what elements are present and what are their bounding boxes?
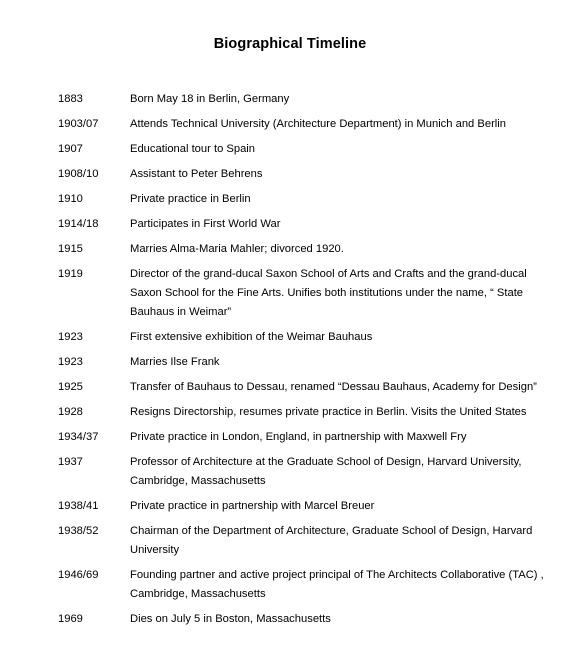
timeline-event: Professor of Architecture at the Graduate School of Design, Harvard University, Cambridge, Massachusetts xyxy=(130,456,522,487)
timeline-event: Assistant to Peter Behrens xyxy=(130,168,263,180)
timeline-year: 1919 xyxy=(58,268,83,280)
timeline-event: Resigns Directorship, resumes private practice in Berlin. Visits the United States xyxy=(130,406,527,418)
timeline-entry xyxy=(58,453,558,491)
timeline-year: 1946/69 xyxy=(58,569,99,581)
timeline-year: 1923 xyxy=(58,356,83,368)
timeline-event: Director of the grand-ducal Saxon School of Arts and Crafts and the grand-ducal Saxon School for the Fine Arts. Unifies both institutions under the name, “ State Bauhaus in Weimar” xyxy=(130,268,527,318)
timeline-list xyxy=(58,90,558,635)
timeline-year: 1925 xyxy=(58,381,83,393)
timeline-event: Attends Technical University (Architecture Department) in Munich and Berlin xyxy=(130,118,506,130)
timeline-year: 1938/52 xyxy=(58,525,99,537)
timeline-year: 1908/10 xyxy=(58,168,99,180)
timeline-year: 1914/18 xyxy=(58,218,99,230)
timeline-entry xyxy=(58,90,558,109)
timeline-entry xyxy=(58,497,558,516)
timeline-year: 1937 xyxy=(58,456,83,468)
timeline-year: 1907 xyxy=(58,143,83,155)
timeline-year: 1938/41 xyxy=(58,500,99,512)
timeline-entry xyxy=(58,428,558,447)
timeline-year: 1923 xyxy=(58,331,83,343)
timeline-event: Marries Ilse Frank xyxy=(130,356,220,368)
timeline-year: 1928 xyxy=(58,406,83,418)
timeline-year: 1883 xyxy=(58,93,83,105)
timeline-event: Participates in First World War xyxy=(130,218,281,230)
timeline-event: Private practice in Berlin xyxy=(130,193,251,205)
timeline-event: Born May 18 in Berlin, Germany xyxy=(130,93,290,105)
timeline-entry xyxy=(58,378,558,397)
timeline-event: Transfer of Bauhaus to Dessau, renamed “Dessau Bauhaus, Academy for Design” xyxy=(130,381,537,393)
timeline-event: First extensive exhibition of the Weimar Bauhaus xyxy=(130,331,373,343)
timeline-entry xyxy=(58,522,558,560)
timeline-year: 1915 xyxy=(58,243,83,255)
timeline-event: Educational tour to Spain xyxy=(130,143,256,155)
timeline-year: 1969 xyxy=(58,613,83,625)
timeline-entry xyxy=(58,610,558,629)
timeline-entry xyxy=(58,328,558,347)
timeline-year: 1934/37 xyxy=(58,431,99,443)
timeline-event: Private practice in partnership with Marcel Breuer xyxy=(130,500,375,512)
timeline-entry xyxy=(58,566,558,604)
timeline-event: Founding partner and active project principal of The Architects Collaborative (TAC) , Cambridge, Massachusetts xyxy=(130,569,544,600)
timeline-year: 1910 xyxy=(58,193,83,205)
page-title: Biographical Timeline xyxy=(213,36,367,52)
timeline-event: Private practice in London, England, in partnership with Maxwell Fry xyxy=(130,431,467,443)
timeline-event: Chairman of the Department of Architecture, Graduate School of Design, Harvard University xyxy=(130,525,533,556)
timeline-event: Marries Alma-Maria Mahler; divorced 1920. xyxy=(130,243,344,255)
timeline-entry xyxy=(58,240,558,259)
timeline-entry xyxy=(58,403,558,422)
timeline-entry xyxy=(58,215,558,234)
timeline-entry xyxy=(58,165,558,184)
timeline-entry xyxy=(58,190,558,209)
timeline-event: Dies on July 5 in Boston, Massachusetts xyxy=(130,613,331,625)
timeline-entry xyxy=(58,265,558,322)
timeline-entry xyxy=(58,115,558,134)
timeline-year: 1903/07 xyxy=(58,118,99,130)
timeline-entry xyxy=(58,353,558,372)
timeline-entry xyxy=(58,140,558,159)
